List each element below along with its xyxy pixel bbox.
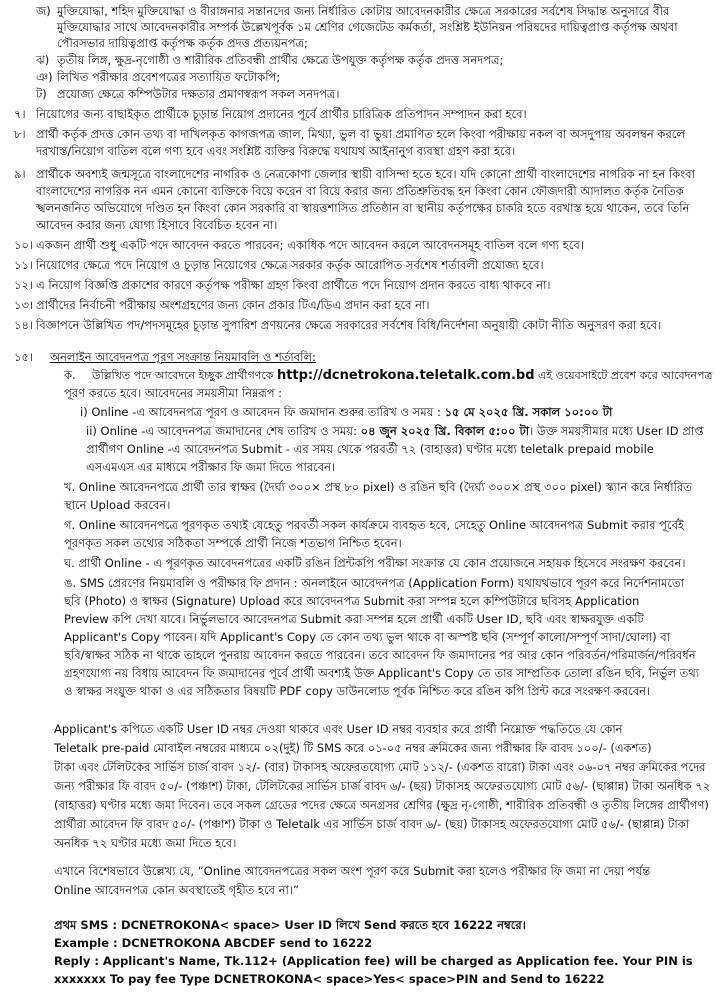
- item-13-number: ১৩।: [14, 298, 34, 312]
- fee-line-7: অনধিক ৭২ ঘণ্টার মধ্যে জমা দিতে হবে।: [54, 836, 237, 850]
- ka-ii-label: ii) Online -এ আবেদনপত্র জমাদানের শেষ তারিখ ও সময়:: [86, 424, 357, 438]
- ka-i-label: i) Online -এ আবেদনপত্র পূরণ ও আবেদন ফি জমাদান শুরুর তারিখ ও সময় :: [80, 405, 441, 419]
- fee-line-3: টাকা এবং টেলিটকের সার্ভিস চার্জ বাবদ ১২/- (বার) টাকাসহ অফেরতযোগ্য মোট ১১২/- (একশত বারো) টাকা এবং ০৬-০৭ নম্বর ক্রমিকের পদের: [54, 760, 706, 774]
- item-15-heading: অনলাইন আবেদনপত্র পূরণ সংক্রান্ত নিয়মাবলি ও শর্তাবলি:: [50, 350, 316, 364]
- item-j-line-1: মুক্তিযোদ্ধা, শহিদ মুক্তিযোদ্ধা ও বীরাঙ্গনার সন্তানদের জন্য নির্ধারিত কোটায় আবেদনকারীর ক্ষেত্রে সরকারের সর্বশেষ সিদ্ধান্ত অনুসারে বীর: [57, 4, 670, 18]
- item-7-number: ৭।: [14, 107, 26, 121]
- item-15-kha-line-2: স্থানে Upload করবেন।: [64, 498, 171, 512]
- item-15-uma-line-6: গ্রহণযোগ্য নয় বিধায় আবেদন ফি জমাদানের পূর্বে প্রার্থী অবশ্যই উক্ত Applicant's Copy তে তার সাম্প্রতিক তোলা রঙিন ছবি, নির্ভুল তথ্য: [64, 666, 700, 680]
- item-15-ka-line-2: পূরণ করতে হবে। আবেদনের সময়সীমা নিম্নরূপ :: [64, 386, 283, 400]
- item-j-line-2: মুক্তিযোদ্ধার সাথে আবেদনকারীর সম্পর্ক উল্লেখপূর্বক ১ম শ্রেণির গেজেটেড কর্মকর্তা, সংশ্লিষ্ট ইউনিয়ন পরিষদের দায়িত্বপ্রাপ্ত কর্তৃপক্ষ অথবা: [57, 20, 678, 34]
- ka-ii-date: ০৪ জুন ২০২৫ খ্রি. বিকাল ৫:০০ টা: [360, 424, 530, 438]
- item-11-text: নিয়োগের ক্ষেত্রে পদে নিয়োগ ও চূড়ান্ত নিয়োগের ক্ষেত্রে সরকার কর্তৃক আরোপিত সর্বশেষ শর্তাবলী প্রযোজ্য হবে।: [36, 258, 544, 272]
- fee-line-5: (বাহাত্তর) ঘণ্টার মধ্যে জমা দিবেন। তবে সকল গ্রেডের পদের ক্ষেত্রে অনগ্রসর শ্রেণির (ক্ষুদ্র নৃ-গোষ্ঠী, শারীরিক প্রতিবন্ধী ও তৃতীয় লিঙ্গের প্রার্থীগণ): [54, 798, 709, 812]
- item-9-line-2: বাংলাদেশের নাগরিক নন এমন কোনো ব্যক্তিকে বিয়ে করেন বা বিয়ে করার জন্য প্রতিশ্রুতিবদ্ধ হন কিংবা কোন ফৌজদারী আদালত কর্তৃক নৈতিক: [36, 184, 684, 198]
- item-ny-text: লিখিত পরীক্ষার প্রবেশপত্রের সত্যায়িত ফটোকপি;: [57, 70, 281, 84]
- item-8-line-1: প্রার্থী কর্তৃক প্রদত্ত কোন তথ্য বা দাখিলকৃত কাগজপত্র জাল, মিথ্যা, ভুল বা ভুয়া প্রমাণিত হলে কিংবা পরীক্ষায় নকল বা অসদুপায় অবলম্বন করলে: [36, 127, 685, 141]
- note-line-2: Online আবেদনপত্র কোন অবস্থাতেই গৃহীত হবে না।”: [54, 883, 299, 897]
- ka-intro-end: এই ওয়েবসাইটে প্রবেশ করে আবেদনপত্র: [538, 369, 713, 382]
- item-15-number: ১৫।: [14, 350, 34, 364]
- sms-first: প্রথম SMS : DCNETROKONA< space> User ID লিখে Send করতে হবে 16222 নম্বরে।: [54, 918, 526, 932]
- fee-line-6: প্রার্থীরা আবেদন ফি বাবদ ৫০/- (পঞ্চাশ) টাকা ও Teletalk এর সার্ভিস চার্জ বাবদ ৬/- (ছয়) টাকাসহ অফেরতযোগ্য মোট ৫৬/- (ছাপ্পান্ন) টাকা: [54, 817, 690, 831]
- item-j-number: জ): [36, 4, 51, 18]
- item-15-ka-i: [80, 405, 612, 420]
- item-8-line-2: দরখাস্ত/নিয়োগ বাতিল বলে গণ্য হবে এবং সংশ্লিষ্ট ব্যক্তির বিরুদ্ধে যথাযথ আইনানুগ ব্যবস্থা গ্রহণ করা হবে।: [36, 144, 516, 158]
- item-10-text: একজন প্রার্থী শুধু একটি পদে আবেদন করতে পারবেন; একাধিক পদে আবেদন করলে আবেদনসমূহ বাতিল বলে গণ্য হবে।: [36, 238, 584, 252]
- sms-reply-line-2: xxxxxxx To pay fee Type DCNETROKONA< space>Yes< space>PIN and Send to 16222: [54, 972, 605, 986]
- item-15-ga-line-2: পূরণকৃত সকল তথ্যের সঠিকতা সম্পর্কে প্রার্থী নিজে শতভাগ নিশ্চিত হবেন।: [64, 536, 402, 550]
- item-11-number: ১১।: [14, 258, 34, 272]
- item-8-number: ৮।: [14, 127, 26, 141]
- item-t-number: ট): [36, 87, 47, 101]
- ka-ii-rest: । উক্ত সময়সীমার মধ্যে User ID প্রাপ্ত: [529, 424, 704, 438]
- item-15-uma-line-3: Preview কপি দেখা যাবে। নির্ভুলভাবে আবেদনপত্র Submit করা সম্পন্ন হলে প্রার্থী একটি User ID, ছবি এবং স্বাক্ষরযুক্ত একটি: [64, 612, 644, 626]
- item-14-text: বিজ্ঞাপনে উল্লিখিত পদ/পদসমূহের চূড়ান্ত সুপারিশ প্রণয়নের ক্ষেত্রে সরকারের সর্বশেষ বিধি/নির্দেশনা অনুযায়ী কোটা নীতি অনুসরণ করা হবে।: [36, 318, 662, 332]
- item-10-number: ১০।: [14, 238, 34, 252]
- item-7-text: নিয়োগের জন্য বাছাইকৃত প্রার্থীকে চূড়ান্ত নিয়োগ প্রদানের পূর্বে প্রার্থীর চারিত্রিক প্রতিপাদন সম্পাদন করা হবে।: [36, 107, 527, 121]
- item-15-ka-number: ক.: [64, 368, 76, 382]
- sms-reply-line-1: Reply : Applicant's Name, Tk.112+ (Application fee) will be charged as Application fee. Your PIN is: [54, 954, 693, 968]
- item-14-number: ১৪।: [14, 318, 34, 332]
- item-15-uma-line-2: ছবি (Photo) ও স্বাক্ষর (Signature) Upload করে আবেদনপত্র Submit করা সম্পন্ন হলে কম্পিউটারে ছবিসহ Application: [64, 594, 640, 608]
- ka-intro: উল্লিখিত পদে আবেদনে ইচ্ছুক প্রার্থীগণকে: [92, 369, 274, 382]
- item-9-line-1: প্রার্থীকে অবশ্যই জন্মসূত্রে বাংলাদেশের নাগরিক ও নেত্রকোণা জেলার স্থায়ী বাসিন্দা হতে হবে। যদি কোনো প্রার্থী বাংলাদেশের নাগরিক না হন কিংবা: [36, 167, 695, 181]
- fee-line-1: Applicant's কপিতে একটি User ID নম্বর দেওয়া থাকবে এবং User ID নম্বর ব্যবহার করে প্রার্থী নিম্নোক্ত পদ্ধতিতে যে কোন: [54, 722, 623, 736]
- item-13-text: প্রার্থীদের নির্বাচনী পরীক্ষায় অংশগ্রহণের জন্য কোন প্রকার টিএ/ডিএ প্রদান করা হবে না।: [36, 298, 430, 312]
- item-15-ka-line-1: [92, 368, 713, 383]
- item-15-kha-line-1: খ. Online আবেদনপত্রে প্রার্থী তার স্বাক্ষর (দৈর্ঘ্য ৩০০× প্রস্থ ৮০ pixel) ও রঙিন ছবি (দৈর্ঘ্য ৩০০× প্রস্থ ৩০০ pixel) স্ক্যান করে নির্ধারিত: [64, 480, 692, 494]
- item-15-uma-line-7: ও স্বাক্ষর সংযুক্ত থাকা ও এর সঠিকতার বিষয়টি PDF copy ডাউনলোড পূর্বক নিশ্চিত করে রঙিন কপি প্রিন্ট করে সংরক্ষণ করবেন।: [64, 684, 651, 698]
- item-9-number: ৯।: [14, 167, 26, 181]
- item-15-uma-line-1: ঙ. SMS প্রেরণের নিয়মাবলি ও পরীক্ষার ফি প্রদান : অনলাইনে আবেদনপত্র (Application Form) যথাযথভাবে পূরণ করে নির্দেশনামতো: [64, 576, 685, 590]
- item-9-line-4: আবেদন করার জন্য যোগ্য হিসাবে বিবেচিত হবেন না।: [36, 218, 278, 232]
- item-15-ga-line-1: গ. Online আবেদনপত্রে পূরণকৃত তথ্যই যেহেতু পরবর্তী সকল কার্যক্রমে ব্যবহৃত হবে, সেহেতু Online আবেদনপত্র Submit করার পূর্বেই: [64, 518, 684, 532]
- item-j-line-3: পৌরসভার দায়িত্বপ্রাপ্ত কর্তৃপক্ষ কর্তৃক প্রদত্ত প্রত্যয়নপত্র;: [57, 36, 308, 50]
- fee-line-4: জন্য পরীক্ষার ফি বাবদ ৫০/- (পঞ্চাশ) টাকা, টেলিটকের সার্ভিস চার্জ বাবদ ৬/- (ছয়) টাকাসহ অফেরতযোগ্য মোট ৫৬/- (ছাপ্পান্ন) টাকা অনধিক ৭২: [54, 779, 711, 793]
- item-15-uma-line-4: Applicant's Copy পাবেন। যদি Applicant's Copy তে কোন তথ্য ভুল থাকে বা অস্পষ্ট ছবি (সম্পূর্ণ কালো/সম্পূর্ণ সাদা/ঘোলা) বা: [64, 630, 671, 644]
- item-15-uma-line-5: ছবি/স্বাক্ষর সঠিক না থাকে তাহলে পুনরায় আবেদন করতে পারবেন। তবে আবেদন ফি জমাদানের পর আর কোন পরিবর্তন/পরিমার্জন/পরিবর্ধন: [64, 648, 696, 662]
- item-12-number: ১২।: [14, 278, 34, 292]
- item-12-text: এ নিয়োগ বিজ্ঞপ্তি প্রকাশের কারণে কর্তৃপক্ষ পরীক্ষা গ্রহণ কিংবা প্রার্থীতে পদে নিয়োগ প্রদান করতে বাধ্য থাকবে না।: [36, 278, 551, 292]
- item-jh-text: তৃতীয় লিঙ্গ, ক্ষুদ্র-নৃগোষ্ঠী ও শারীরিক প্রতিবন্ধী প্রার্থীর ক্ষেত্রে উপযুক্ত কর্তৃপক্ষ কর্তৃক প্রদত্ত সনদপত্র;: [57, 53, 504, 67]
- item-15-gha: ঘ. প্রার্থী Online - এ পূরণকৃত আবেদনপত্রের একটি রঙিন প্রিন্টকপি পরীক্ষা সংক্রান্ত যে কোন প্রয়োজনে সহায়ক হিসেবে সংরক্ষণ করবেন।: [64, 556, 686, 570]
- ka-i-date: ১৫ মে ২০২৫ খ্রি. সকাল ১০:০০ টা: [444, 405, 613, 419]
- fee-line-2: Teletalk pre-paid মোবাইল নম্বরের মাধ্যমে ০২(দুই) টি SMS করে ০১-০৫ নম্বর ক্রমিকের জন্য পরীক্ষার ফি বাবদ ১০০/- (একশত): [54, 741, 652, 755]
- item-9-line-3: স্খলনজনিত অভিযোগে দণ্ডিত হন কিংবা কোন সরকারি বা স্বায়ত্তশাসিত প্রতিষ্ঠান বা স্থানীয় কর্তৃপক্ষের চাকরি হতে বরখাস্ত হয়ে থাকেন, তবে তিনি: [36, 201, 690, 215]
- website-link[interactable]: http://dcnetrokona.teletalk.com.bd: [276, 368, 535, 383]
- sms-example: Example : DCNETROKONA ABCDEF send to 16222: [54, 936, 373, 950]
- item-15-ka-ii-line-2: প্রার্থীগণ Online -এ আবেদনপত্র Submit - এর সময় থেকে পরবর্তী ৭২ (বাহাত্তর) ঘণ্টার মধ্যে teletalk prepaid mobile: [86, 442, 654, 456]
- item-jh-number: ঝ): [36, 53, 50, 67]
- item-15-ka-ii-line-3: এসএমএস এর মাধ্যমে পরীক্ষার ফি জমা দিতে পারবেন।: [86, 460, 336, 474]
- item-t-text: প্রযোজ্য ক্ষেত্রে কম্পিউটার দক্ষতার প্রমাণস্বরূপ সকল সনদপত্র।: [57, 87, 340, 101]
- note-line-1: এখানে বিশেষভাবে উল্লেখ্য যে, “Online আবেদনপত্রের সকল অংশ পূরণ করে Submit করা হলেও পরীক্ষার ফি জমা না দেয়া পর্যন্ত: [54, 864, 651, 878]
- item-ny-number: ঞ): [36, 70, 53, 84]
- item-15-ka-ii: [86, 424, 704, 439]
